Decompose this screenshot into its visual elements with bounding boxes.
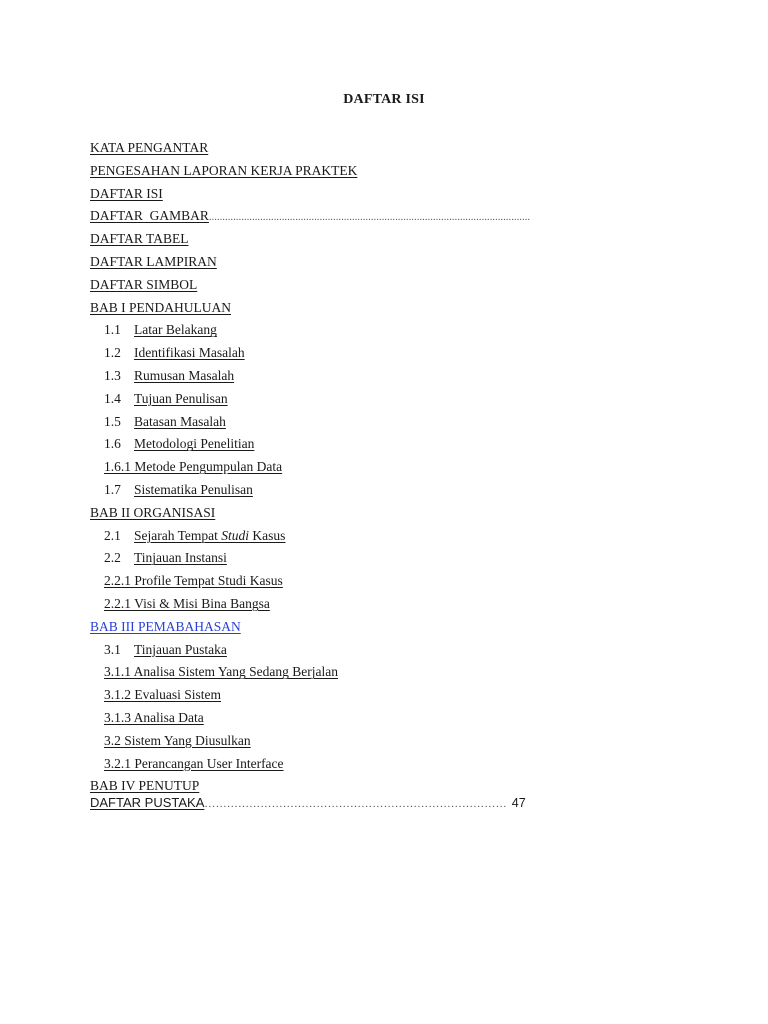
toc-entry-1-6-1[interactable]: [90, 456, 610, 479]
toc-entry-label-start: Sejarah Tempat: [134, 527, 222, 543]
toc-entry-label-end: Kasus: [249, 527, 286, 543]
toc-entry-label: 3.1.2 Evaluasi Sistem: [104, 687, 221, 703]
toc-entry-label: PENGESAHAN LAPORAN KERJA PRAKTEK: [90, 162, 358, 178]
toc-entry-pengesahan[interactable]: [90, 160, 610, 183]
toc-entry-number: 3.1: [104, 641, 121, 657]
toc-entry-label: Metodologi Penelitian: [134, 436, 255, 452]
toc-entry-number: 1.1: [104, 322, 121, 338]
toc-entry-daftar-isi[interactable]: [90, 183, 610, 206]
toc-entry-label: 1.6.1 Metode Pengumpulan Data: [104, 459, 283, 475]
toc-entry-bab-3[interactable]: [90, 616, 610, 639]
toc-leader-dots: ………………………………………………………………………: [204, 798, 507, 811]
toc-entry-label: Identifikasi Masalah: [134, 345, 245, 361]
toc-entry-daftar-simbol[interactable]: [90, 274, 610, 297]
toc-entry-label: DAFTAR SIMBOL: [90, 276, 198, 292]
toc-entry-bab-2[interactable]: [90, 502, 610, 525]
toc-entry-number: 1.7: [104, 481, 121, 497]
toc-entry-label: 2.2.1 Profile Tempat Studi Kasus: [104, 573, 283, 589]
toc-entry-label: Rumusan Masalah: [134, 367, 235, 383]
toc-entry-label: DAFTAR PUSTAKA: [90, 795, 205, 811]
toc-entry-3-1-3[interactable]: [90, 707, 610, 730]
toc-entry-daftar-pustaka[interactable]: [90, 796, 610, 810]
toc-entry-3-1[interactable]: [90, 639, 610, 662]
toc-entry-number: 1.5: [104, 413, 121, 429]
toc-entry-label: 3.2 Sistem Yang Diusulkan: [104, 732, 251, 748]
toc-entry-1-3[interactable]: [90, 365, 610, 388]
toc-entry-3-1-2[interactable]: [90, 684, 610, 707]
toc-entry-label: DAFTAR TABEL: [90, 231, 189, 247]
toc-entry-3-1-1[interactable]: [90, 661, 610, 684]
toc-entry-1-7[interactable]: [90, 479, 610, 502]
toc-entry-number: 1.2: [104, 345, 121, 361]
toc-entry-label: Tujuan Penulisan: [134, 390, 228, 406]
toc-entry-label: Latar Belakang: [134, 322, 217, 338]
toc-entry-label: 3.1.3 Analisa Data: [104, 709, 204, 725]
toc-entry-1-4[interactable]: [90, 388, 610, 411]
toc-entry-2-2[interactable]: [90, 547, 610, 570]
toc-entry-3-2[interactable]: [90, 730, 610, 753]
page-title: DAFTAR ISI: [343, 92, 425, 107]
toc-entry-label: DAFTAR LAMPIRAN: [90, 253, 217, 269]
toc-entry-1-5[interactable]: [90, 411, 610, 434]
toc-entry-daftar-tabel[interactable]: [90, 228, 610, 251]
toc-entry-label: 3.1.1 Analisa Sistem Yang Sedang Berjalan: [104, 664, 338, 680]
toc-entry-2-2-1-visi[interactable]: [90, 593, 610, 616]
toc-entry-label: BAB IV PENUTUP: [90, 778, 200, 794]
toc-entry-number: 2.1: [104, 527, 121, 543]
toc-entry-number: 1.6: [104, 436, 121, 452]
toc-entry-label: 3.2.1 Perancangan User Interface: [104, 755, 284, 771]
toc-entry-label: Sistematika Penulisan: [134, 481, 253, 497]
table-of-contents: [90, 137, 610, 810]
toc-entry-number: 2.2: [104, 550, 121, 566]
toc-entry-2-2-1-profile[interactable]: [90, 570, 610, 593]
toc-entry-label: DAFTAR ISI: [90, 185, 163, 201]
toc-leader-dots: .......................................................................................................................: [208, 212, 531, 224]
toc-page-number: 47: [511, 796, 526, 811]
toc-entry-3-2-1[interactable]: [90, 753, 610, 776]
toc-entry-2-1[interactable]: [90, 525, 610, 548]
toc-entry-label: BAB II ORGANISASI: [90, 504, 216, 520]
toc-entry-label: DAFTAR GAMBAR: [90, 208, 209, 224]
toc-entry-label: Batasan Masalah: [134, 413, 226, 429]
toc-entry-bab-1[interactable]: [90, 297, 610, 320]
toc-entry-label-italic: Studi: [221, 527, 250, 543]
toc-entry-label: KATA PENGANTAR: [90, 140, 209, 155]
toc-entry-label: BAB III PEMABAHASAN: [90, 618, 241, 634]
toc-entry-daftar-lampiran[interactable]: [90, 251, 610, 274]
toc-entry-1-6[interactable]: [90, 433, 610, 456]
toc-entry-label: BAB I PENDAHULUAN: [90, 299, 231, 315]
toc-entry-kata-pengantar[interactable]: [90, 137, 610, 160]
toc-entry-number: 1.4: [104, 390, 121, 406]
toc-entry-1-2[interactable]: [90, 342, 610, 365]
toc-entry-daftar-gambar[interactable]: [90, 205, 610, 228]
toc-entry-label: 2.2.1 Visi & Misi Bina Bangsa: [104, 595, 270, 611]
toc-entry-number: 1.3: [104, 367, 121, 383]
toc-entry-label: Tinjauan Pustaka: [134, 641, 227, 657]
toc-entry-label: Tinjauan Instansi: [134, 550, 227, 566]
toc-entry-1-1[interactable]: [90, 319, 610, 342]
